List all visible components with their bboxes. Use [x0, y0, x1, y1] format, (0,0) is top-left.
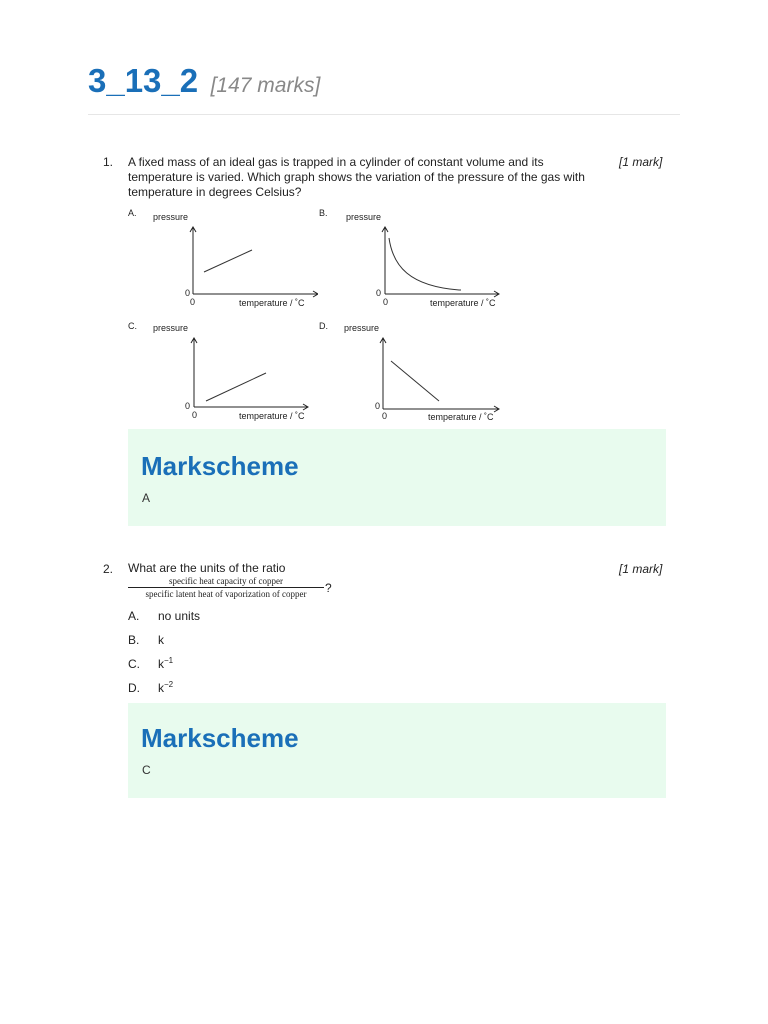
markscheme-answer: C [142, 763, 151, 777]
fraction-denominator: specific latent heat of vaporization of copper [145, 589, 307, 599]
choice-letter: D. [128, 681, 140, 695]
choice-text: no units [158, 609, 201, 623]
question-mark: ? [325, 581, 332, 595]
markscheme-panel-q2 [128, 703, 666, 798]
option-label: C. [128, 321, 137, 331]
y-axis-label: pressure [346, 212, 382, 222]
graph-d [319, 321, 509, 431]
page-title [88, 62, 320, 100]
x-zero-label: 0 [192, 410, 198, 420]
choice-letter: C. [128, 657, 140, 671]
markscheme-panel-q1 [128, 429, 666, 526]
q2-number: 2. [103, 562, 114, 576]
data-line [206, 373, 266, 401]
graph-b-plot [319, 208, 509, 318]
choice-text: k [158, 657, 164, 671]
markscheme-answer: A [142, 491, 151, 505]
choice-a [128, 609, 200, 623]
data-curve [389, 238, 461, 290]
choice-c [128, 656, 173, 671]
q1-text: A fixed mass of an ideal gas is trapped in a cylinder of constant volume and its temperature is varied. Which graph shows the variation of the pressure of the gas with temperature in degrees Celsius? [128, 155, 585, 199]
y-axis-label: pressure [153, 212, 189, 222]
choice-text: k [158, 633, 164, 647]
choice-exponent: −1 [164, 656, 174, 665]
graph-d-plot [319, 321, 509, 431]
choice-letter: A. [128, 609, 140, 623]
option-label: A. [128, 208, 137, 218]
choice-exponent: −2 [164, 680, 174, 689]
graph-c [128, 321, 318, 431]
data-line [204, 250, 252, 272]
x-axis-label: temperature / ˚C [430, 298, 496, 308]
y-zero-label: 0 [185, 288, 191, 298]
markscheme-title: Markscheme [141, 723, 299, 753]
y-zero-label: 0 [375, 401, 381, 411]
x-zero-label: 0 [383, 297, 389, 307]
x-zero-label: 0 [382, 411, 388, 421]
y-axis-label: pressure [344, 323, 380, 333]
graph-c-plot [128, 321, 318, 431]
option-label: D. [319, 321, 328, 331]
question-set-code: 3_13_2 [88, 62, 199, 99]
graph-b [319, 208, 509, 318]
y-axis-label: pressure [153, 323, 189, 333]
markscheme-title: Markscheme [141, 451, 299, 481]
graph-a [128, 208, 318, 318]
q2-mark: [1 mark] [619, 562, 663, 576]
choice-text: k [158, 681, 164, 695]
fraction-bar [128, 587, 324, 588]
x-axis-label: temperature / ˚C [428, 412, 494, 422]
fraction-numerator: specific heat capacity of copper [169, 576, 283, 586]
x-zero-label: 0 [190, 297, 196, 307]
graph-a-plot [128, 208, 318, 318]
option-label: B. [319, 208, 328, 218]
data-line [391, 361, 439, 401]
choice-b [128, 633, 164, 647]
y-zero-label: 0 [376, 288, 382, 298]
choice-letter: B. [128, 633, 140, 647]
q1-mark: [1 mark] [619, 155, 663, 169]
q2-text: What are the units of the ratio [128, 561, 286, 575]
x-axis-label: temperature / ˚C [239, 298, 305, 308]
choice-d [128, 680, 173, 695]
ratio-fraction [128, 576, 332, 599]
y-zero-label: 0 [185, 401, 191, 411]
divider [88, 114, 680, 115]
total-marks: [147 marks] [210, 74, 321, 97]
q1-number: 1. [103, 155, 114, 169]
x-axis-label: temperature / ˚C [239, 411, 305, 421]
